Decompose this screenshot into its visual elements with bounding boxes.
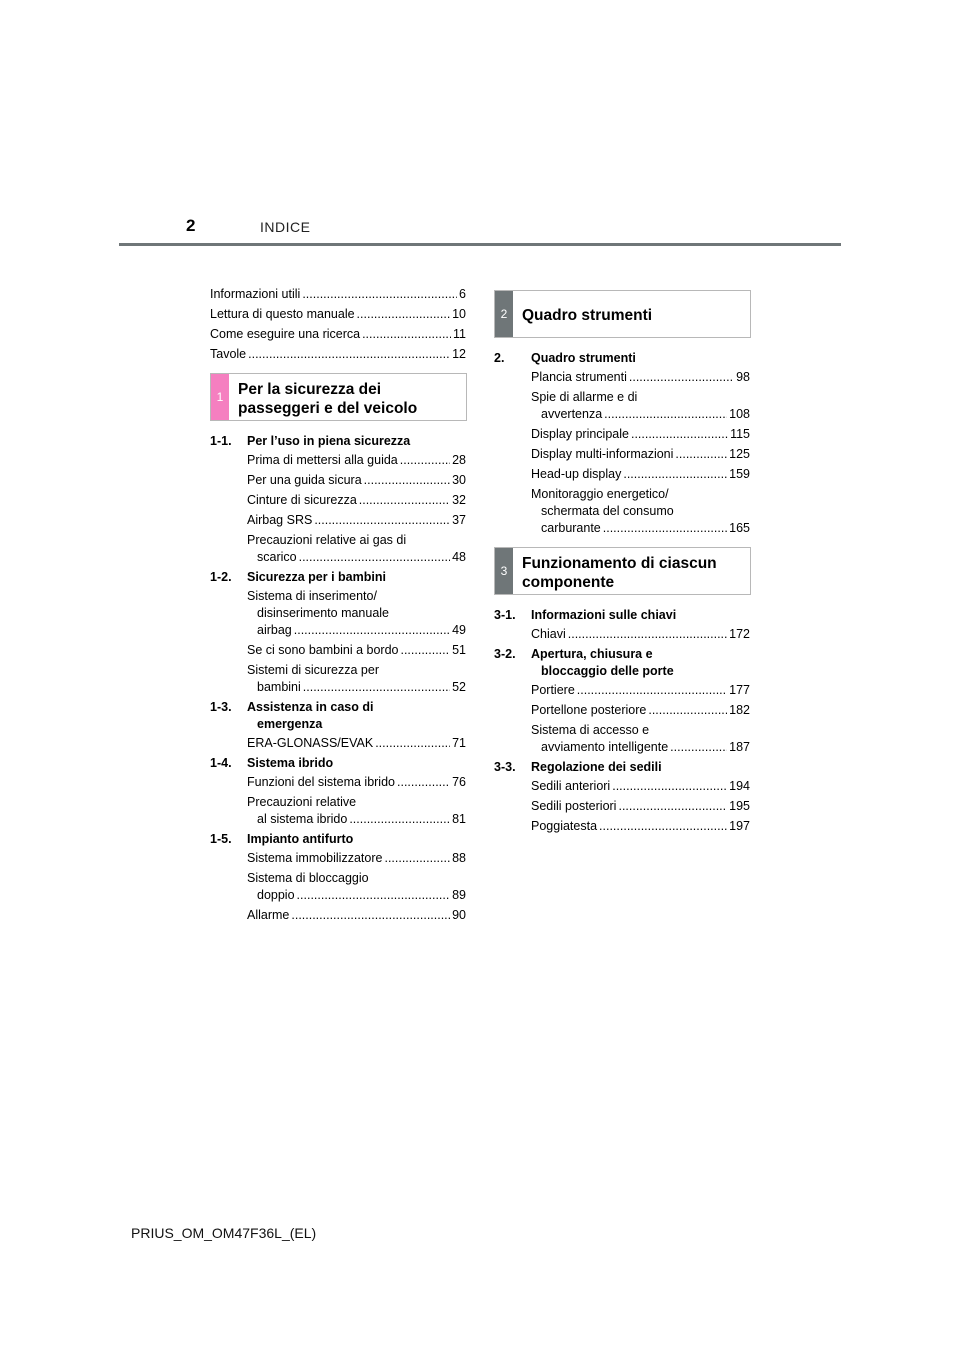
leader-dots <box>364 472 450 489</box>
section-heading[interactable] <box>494 646 750 680</box>
section-number: 1-3. <box>210 700 232 714</box>
section-heading[interactable] <box>210 433 466 450</box>
toc-entry-title-line: Precauzioni relative <box>247 795 357 809</box>
toc-entry[interactable] <box>210 512 466 529</box>
toc-entry-title-line: Sistema di bloccaggio <box>247 871 369 885</box>
toc-page-number: 11 <box>453 327 466 341</box>
chapter-title-line: Funzionamento di ciascun <box>522 554 717 572</box>
toc-page-number: 6 <box>459 287 466 301</box>
toc-entry[interactable] <box>494 682 750 699</box>
section-title-line: bloccaggio delle porte <box>541 664 674 678</box>
toc-entry-title: airbag <box>257 623 292 637</box>
toc-entry-title: scarico <box>257 550 297 564</box>
toc-entry-title-line: Sistemi di sicurezza per <box>247 663 379 677</box>
toc-entry-title: Per una guida sicura <box>247 473 362 487</box>
toc-entry[interactable] <box>210 532 466 566</box>
toc-page-number: 30 <box>452 473 466 487</box>
toc-entry[interactable] <box>494 798 750 815</box>
chapter-tab: 3 <box>495 548 513 594</box>
toc-page-number: 37 <box>452 513 466 527</box>
section-number: 2. <box>494 351 505 365</box>
leader-dots <box>670 739 727 756</box>
toc-entry[interactable] <box>210 452 466 469</box>
toc-entry[interactable] <box>210 588 466 639</box>
section-heading[interactable] <box>494 350 750 367</box>
leader-dots <box>314 512 450 529</box>
leader-dots <box>303 679 450 696</box>
leader-dots <box>248 346 450 363</box>
toc-page-number: 52 <box>452 680 466 694</box>
section-number: 3-3. <box>494 760 516 774</box>
toc-entry[interactable] <box>210 306 466 323</box>
toc-left-column <box>210 286 466 927</box>
section-title: Regolazione dei sedili <box>531 760 662 774</box>
section-title: Sicurezza per i bambini <box>247 570 386 584</box>
toc-entry[interactable] <box>210 850 466 867</box>
leader-dots <box>349 811 450 828</box>
toc-entry-title: Cinture di sicurezza <box>247 493 357 507</box>
toc-page-number: 90 <box>452 908 466 922</box>
toc-entry[interactable] <box>210 642 466 659</box>
leader-dots <box>359 492 450 509</box>
leader-dots <box>299 549 451 566</box>
chapter-title-line: Per la sicurezza dei <box>238 380 382 398</box>
section-heading[interactable] <box>494 759 750 776</box>
toc-entry-title: avviamento intelligente <box>541 740 669 754</box>
toc-entry[interactable] <box>494 389 750 423</box>
toc-page-number: 177 <box>729 683 750 697</box>
toc-entry-title: Prima di mettersi alla guida <box>247 453 398 467</box>
chapter-1-header[interactable] <box>210 373 467 421</box>
toc-page-number: 195 <box>729 799 750 813</box>
toc-entry[interactable] <box>210 472 466 489</box>
toc-entry[interactable] <box>494 778 750 795</box>
toc-page-number: 88 <box>452 851 466 865</box>
leader-dots <box>384 850 450 867</box>
chapter-title-line: componente <box>522 573 615 591</box>
toc-entry[interactable] <box>494 818 750 835</box>
page-header-title: INDICE <box>260 219 311 235</box>
section-number: 3-1. <box>494 608 516 622</box>
toc-page-number: 49 <box>452 623 466 637</box>
toc-entry[interactable] <box>210 794 466 828</box>
toc-entry[interactable] <box>494 466 750 483</box>
toc-entry-title: Display multi-informazioni <box>531 447 674 461</box>
leader-dots <box>648 702 727 719</box>
leader-dots <box>618 798 727 815</box>
section-heading[interactable] <box>210 755 466 772</box>
leader-dots <box>612 778 727 795</box>
toc-page-number: 28 <box>452 453 466 467</box>
toc-entry[interactable] <box>210 346 466 363</box>
toc-entry-title: avvertenza <box>541 407 603 421</box>
section-number: 1-4. <box>210 756 232 770</box>
header-rule <box>119 243 841 246</box>
page-number: 2 <box>186 216 196 235</box>
toc-entry-title-line: schermata del consumo <box>541 504 674 518</box>
toc-page-number: 98 <box>736 370 750 384</box>
toc-entry[interactable] <box>210 326 466 343</box>
toc-entry-title: Allarme <box>247 908 290 922</box>
leader-dots <box>631 426 728 443</box>
toc-entry[interactable] <box>210 735 466 752</box>
footer-doc-code: PRIUS_OM_OM47F36L_(EL) <box>131 1225 317 1241</box>
toc-page-number: 71 <box>452 736 466 750</box>
chapter-title <box>229 374 466 420</box>
toc-page-number: 125 <box>729 447 750 461</box>
toc-page-number: 197 <box>729 819 750 833</box>
leader-dots <box>291 907 450 924</box>
leader-dots <box>604 406 727 423</box>
toc-entry[interactable] <box>494 486 750 537</box>
leader-dots <box>577 682 727 699</box>
leader-dots <box>362 326 451 343</box>
leader-dots <box>629 369 734 386</box>
toc-entry-title: Tavole <box>210 347 247 361</box>
toc-entry-title: Display principale <box>531 427 629 441</box>
toc-entry-title: Sedili posteriori <box>531 799 617 813</box>
chapter-3-header[interactable] <box>494 547 751 595</box>
toc-page-number: 159 <box>729 467 750 481</box>
toc-page-number: 108 <box>729 407 750 421</box>
section-title <box>531 646 750 680</box>
toc-page-number: 32 <box>452 493 466 507</box>
section-title <box>247 699 466 733</box>
leader-dots <box>603 520 727 537</box>
section-title-line: Assistenza in caso di <box>247 700 374 714</box>
toc-entry[interactable] <box>210 492 466 509</box>
section-number: 3-2. <box>494 647 516 661</box>
chapter-title-line: passeggeri e del veicolo <box>238 399 418 417</box>
toc-entry-title: Se ci sono bambini a bordo <box>247 643 399 657</box>
toc-entry-title: ERA-GLONASS/EVAK <box>247 736 374 750</box>
toc-entry-title: Funzioni del sistema ibrido <box>247 775 395 789</box>
chapter-2-header[interactable] <box>494 290 751 338</box>
toc-entry-title: Head-up display <box>531 467 622 481</box>
toc-entry-title: Informazioni utili <box>210 287 301 301</box>
section-title-line: Apertura, chiusura e <box>531 647 653 661</box>
leader-dots <box>623 466 727 483</box>
toc-page-number: 194 <box>729 779 750 793</box>
toc-page-number: 182 <box>729 703 750 717</box>
toc-entry-title: Come eseguire una ricerca <box>210 327 361 341</box>
chapter-title <box>513 548 750 594</box>
toc-page-number: 10 <box>452 307 466 321</box>
toc-entry[interactable] <box>494 702 750 719</box>
toc-entry[interactable] <box>494 426 750 443</box>
toc-entry-title: Airbag SRS <box>247 513 313 527</box>
toc-entry[interactable] <box>210 870 466 904</box>
chapter-tab: 2 <box>495 291 513 337</box>
section-heading[interactable] <box>210 831 466 848</box>
toc-entry-title: Chiavi <box>531 627 566 641</box>
toc-page-number: 76 <box>452 775 466 789</box>
toc-entry-title-line: disinserimento manuale <box>257 606 390 620</box>
toc-entry[interactable] <box>210 662 466 696</box>
toc-entry-title-line: Sistema di accesso e <box>531 723 650 737</box>
toc-page-number: 48 <box>452 550 466 564</box>
toc-page-number: 172 <box>729 627 750 641</box>
toc-entry-title-line: Sistema di inserimento/ <box>247 589 377 603</box>
section-heading[interactable] <box>210 569 466 586</box>
toc-page-number: 89 <box>452 888 466 902</box>
toc-entry-title: Sedili anteriori <box>531 779 611 793</box>
toc-entry-title: Plancia strumenti <box>531 370 627 384</box>
toc-entry-title: bambini <box>257 680 301 694</box>
toc-right-column <box>494 288 750 838</box>
toc-entry-title: carburante <box>541 521 601 535</box>
section-heading[interactable] <box>494 607 750 624</box>
chapter-title: Quadro strumenti <box>522 307 653 324</box>
toc-entry[interactable] <box>494 722 750 756</box>
toc-entry-title-line: Monitoraggio energetico/ <box>531 487 669 501</box>
toc-page-number: 115 <box>730 427 750 441</box>
toc-entry-title: Poggiatesta <box>531 819 598 833</box>
leader-dots <box>400 452 450 469</box>
toc-page-number: 81 <box>452 812 466 826</box>
section-title: Quadro strumenti <box>531 351 636 365</box>
toc-entry-title-line: Precauzioni relative ai gas di <box>247 533 407 547</box>
leader-dots <box>375 735 450 752</box>
leader-dots <box>297 887 451 904</box>
toc-entry[interactable] <box>210 907 466 924</box>
section-number: 1-5. <box>210 832 232 846</box>
leader-dots <box>599 818 727 835</box>
toc-entry[interactable] <box>210 286 466 303</box>
toc-entry[interactable] <box>494 626 750 643</box>
section-title: Per l’uso in piena sicurezza <box>247 434 411 448</box>
leader-dots <box>357 306 451 323</box>
toc-entry-title: Sistema immobilizzatore <box>247 851 383 865</box>
toc-entry-title-line: Spie di allarme e di <box>531 390 638 404</box>
leader-dots <box>397 774 450 791</box>
toc-entry-title: al sistema ibrido <box>257 812 348 826</box>
toc-entry-title: doppio <box>257 888 295 902</box>
leader-dots <box>294 622 450 639</box>
leader-dots <box>568 626 727 643</box>
toc-entry-title: Portiere <box>531 683 575 697</box>
toc-page-number: 12 <box>452 347 466 361</box>
toc-entry[interactable] <box>494 369 750 386</box>
toc-page-number: 165 <box>729 521 750 535</box>
toc-page-number: 187 <box>729 740 750 754</box>
section-number: 1-1. <box>210 434 232 448</box>
section-title-line: emergenza <box>257 717 323 731</box>
toc-entry-title: Lettura di questo manuale <box>210 307 355 321</box>
toc-entry-title: Portellone posteriore <box>531 703 647 717</box>
toc-page-number: 51 <box>452 643 466 657</box>
toc-entry[interactable] <box>210 774 466 791</box>
chapter-tab: 1 <box>211 374 229 420</box>
section-number: 1-2. <box>210 570 232 584</box>
leader-dots <box>675 446 727 463</box>
section-heading[interactable] <box>210 699 466 733</box>
leader-dots <box>400 642 450 659</box>
section-title: Sistema ibrido <box>247 756 334 770</box>
leader-dots <box>302 286 457 303</box>
section-title: Informazioni sulle chiavi <box>531 608 677 622</box>
section-title: Impianto antifurto <box>247 832 354 846</box>
toc-entry[interactable] <box>494 446 750 463</box>
